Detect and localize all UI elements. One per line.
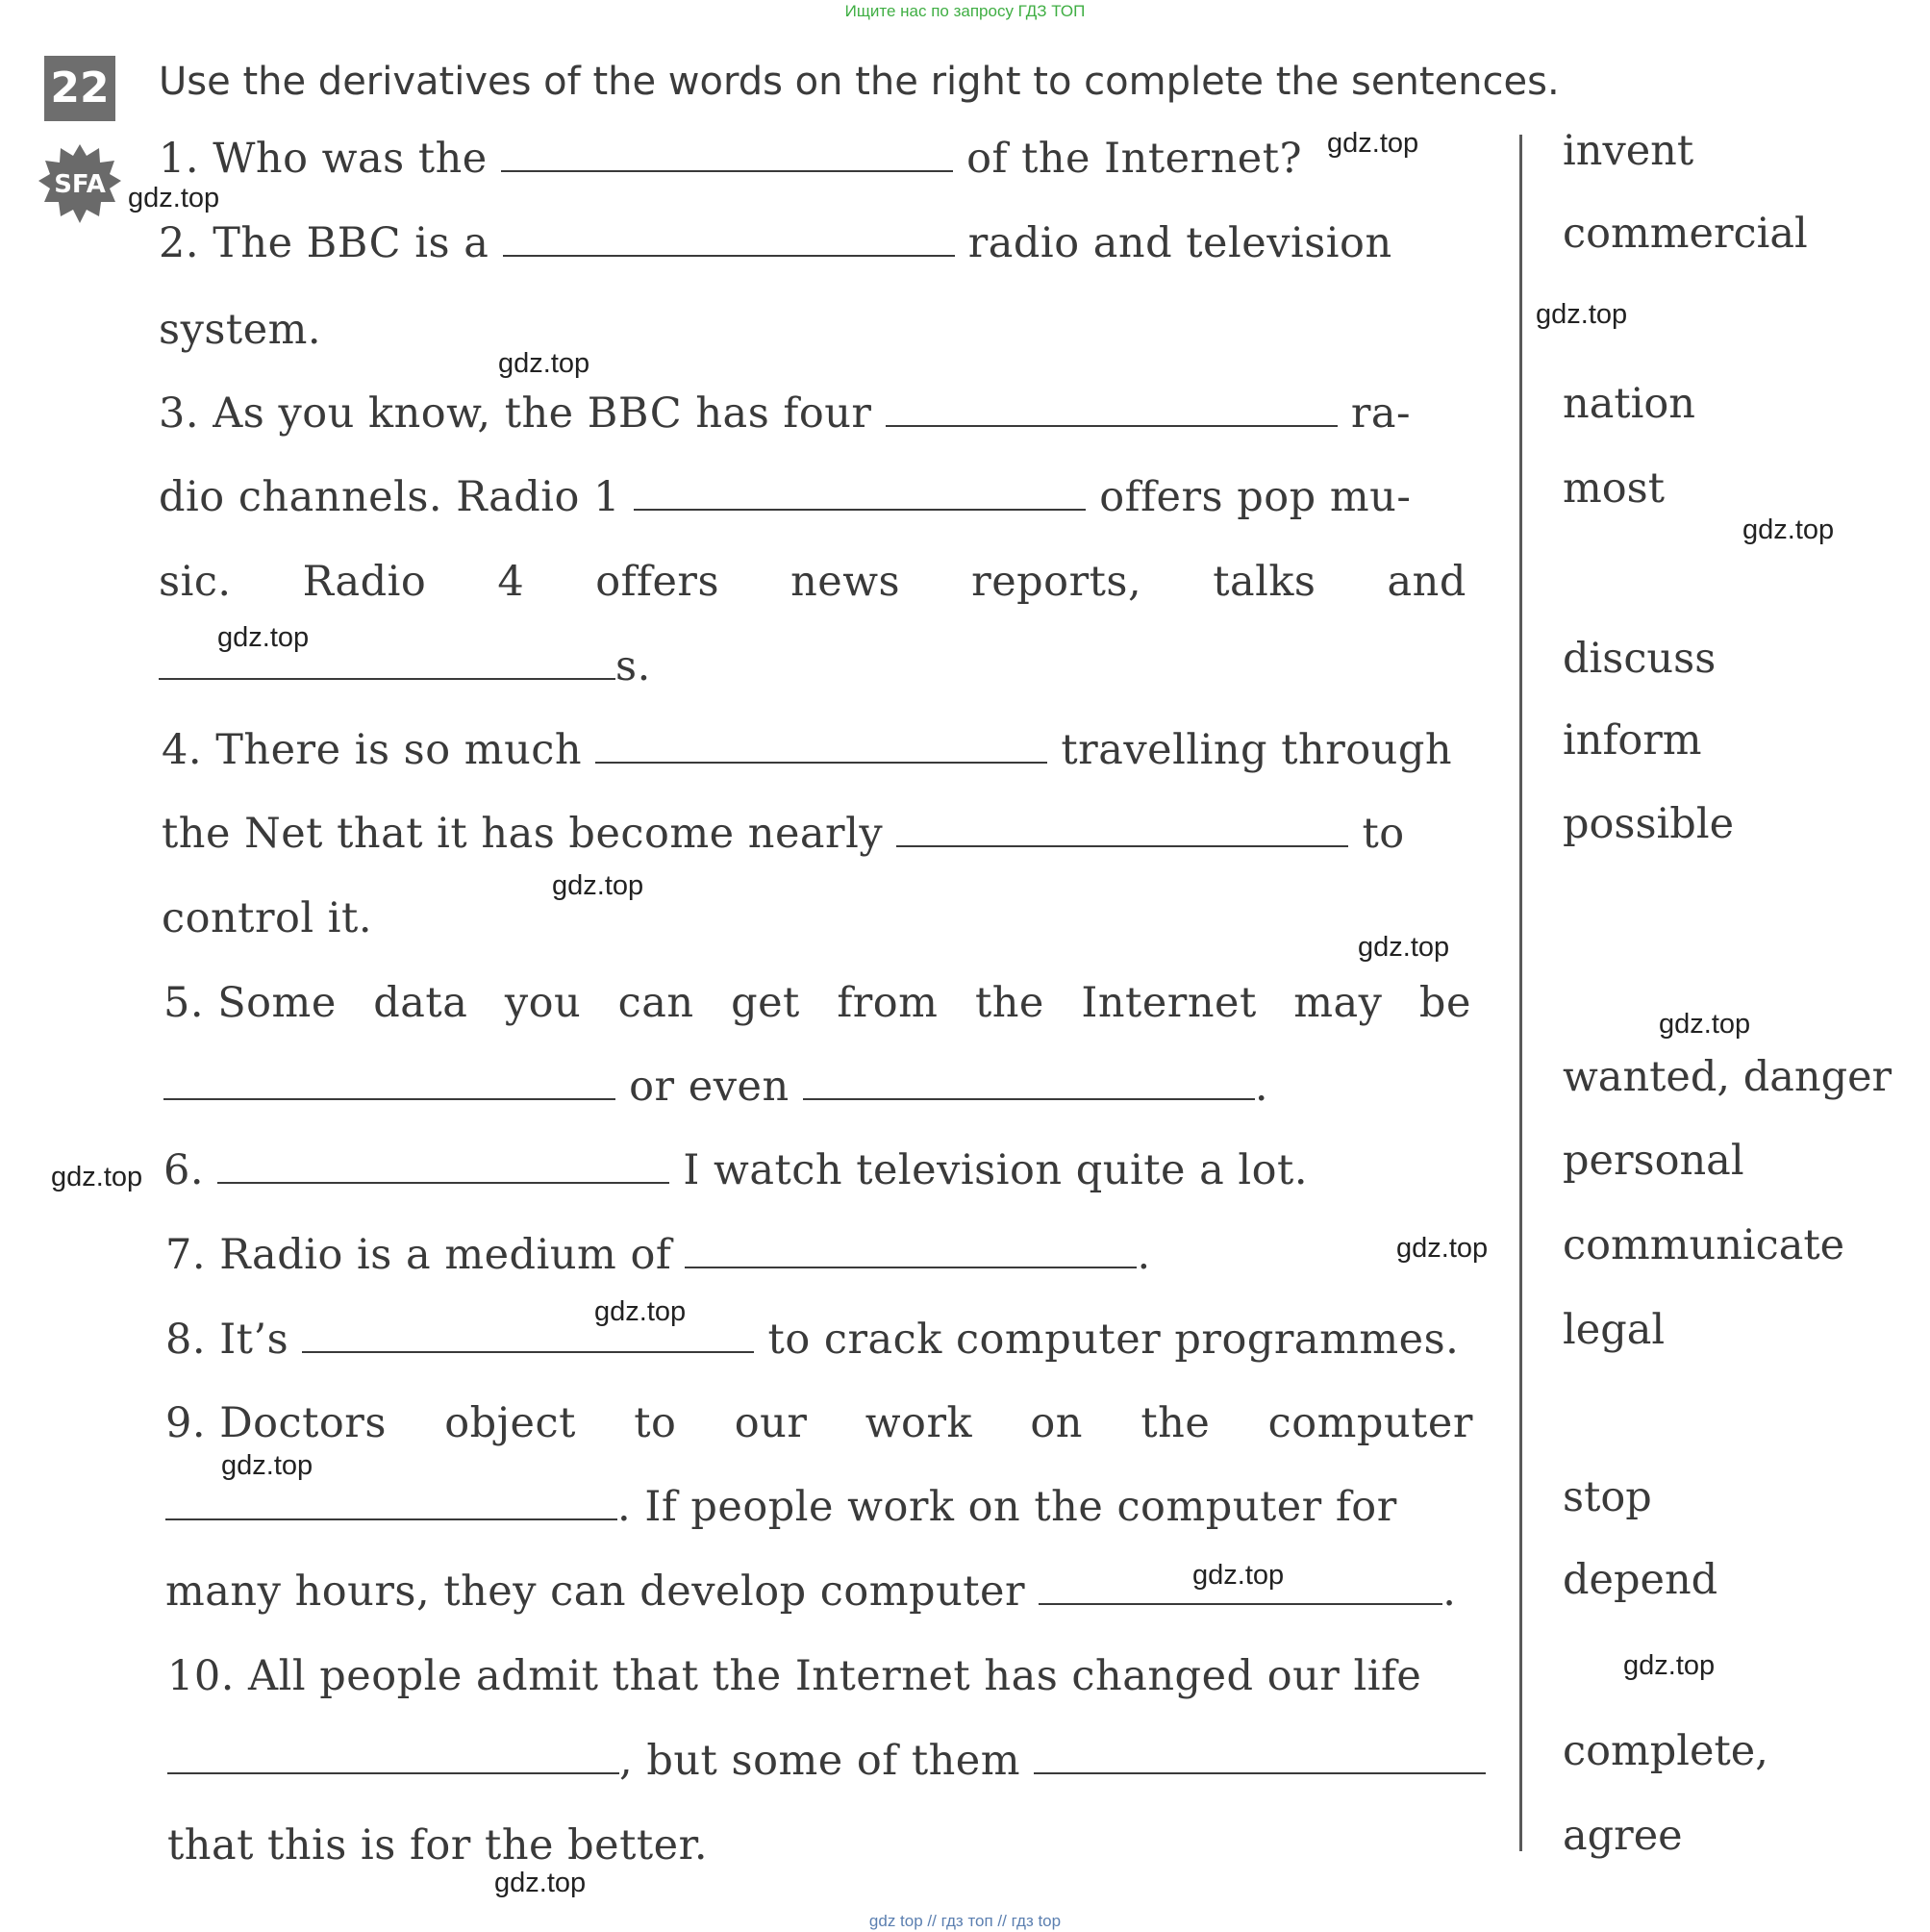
sentence-4: 4. There is so much travelling through (162, 726, 1453, 774)
sentence-4-cont-1: the Net that it has become nearly to (162, 810, 1405, 858)
word-nation: nation (1563, 380, 1695, 428)
blank[interactable] (503, 254, 955, 257)
blank[interactable] (302, 1350, 754, 1353)
blank[interactable] (159, 677, 615, 680)
footer-links[interactable]: gdz top // гдз топ // гдз top (868, 1912, 1062, 1930)
word-depend: depend (1563, 1556, 1718, 1604)
blank[interactable] (501, 169, 953, 172)
word-invent: invent (1563, 127, 1694, 175)
word-discuss: discuss (1563, 635, 1717, 683)
sentence-3-cont-1: dio channels. Radio 1 offers pop mu- (159, 473, 1412, 521)
blank[interactable] (634, 508, 1086, 511)
sentence-4-cont-2: control it. (162, 894, 373, 942)
watermark: gdz.top (51, 1162, 143, 1192)
instruction: Use the derivatives of the words on the right to complete the sentences. (159, 60, 1560, 104)
watermark: gdz.top (1536, 299, 1628, 330)
watermark: gdz.top (1659, 1009, 1751, 1040)
search-hint-link[interactable]: Ищите нас по запросу ГДЗ ТОП (844, 2, 1086, 20)
watermark: gdz.top (1192, 1560, 1285, 1591)
word-possible: possible (1563, 800, 1735, 848)
sfa-badge-label: SFA (54, 170, 106, 199)
word-personal: personal (1563, 1137, 1744, 1185)
exercise-number: 22 (44, 56, 115, 121)
sentence-7: 7. Radio is a medium of . (165, 1231, 1151, 1279)
blank[interactable] (167, 1771, 619, 1774)
blank[interactable] (896, 844, 1348, 847)
blank[interactable] (886, 424, 1338, 427)
blank[interactable] (165, 1518, 617, 1520)
blank[interactable] (163, 1097, 615, 1100)
sentence-5: 5. Some data you can get from the Internet may be (163, 979, 1471, 1027)
sentence-9-cont-1: . If people work on the computer for (165, 1483, 1397, 1531)
blank[interactable] (685, 1266, 1137, 1268)
word-agree: agree (1563, 1812, 1683, 1860)
blank[interactable] (217, 1181, 669, 1184)
word-inform: inform (1563, 716, 1702, 765)
sentence-10: 10. All people admit that the Internet has changed our life (167, 1652, 1422, 1700)
sentence-1: 1. Who was the of the Internet? (159, 135, 1303, 183)
blank[interactable] (1034, 1771, 1486, 1774)
sentence-9: 9. Doctors object to our work on the computer (165, 1399, 1473, 1447)
watermark: gdz.top (1396, 1233, 1489, 1264)
sentence-6: 6. I watch television quite a lot. (163, 1146, 1308, 1194)
column-divider (1519, 135, 1522, 1851)
watermark: gdz.top (1742, 514, 1835, 545)
sentence-3: 3. As you know, the BBC has four ra- (159, 389, 1412, 438)
watermark: gdz.top (1623, 1650, 1716, 1681)
watermark: gdz.top (217, 622, 310, 653)
watermark: gdz.top (494, 1868, 587, 1898)
word-communicate: communicate (1563, 1221, 1845, 1269)
sentence-2-cont: system. (159, 306, 322, 354)
word-stop: stop (1563, 1473, 1652, 1521)
watermark: gdz.top (128, 183, 220, 213)
blank[interactable] (1039, 1602, 1442, 1605)
word-legal: legal (1563, 1306, 1666, 1354)
sentence-8: 8. It’s to crack computer programmes. (165, 1316, 1460, 1364)
watermark: gdz.top (1327, 128, 1419, 159)
watermark: gdz.top (594, 1296, 687, 1327)
watermark: gdz.top (1358, 932, 1450, 963)
sentence-3-cont-3: s. (159, 642, 651, 690)
word-wanted-danger: wanted, danger (1563, 1053, 1892, 1101)
sentence-5-cont: or even . (163, 1063, 1268, 1111)
sentence-3-cont-2: sic. Radio 4 offers news reports, talks and (159, 558, 1466, 606)
sentence-2: 2. The BBC is a radio and television (159, 219, 1392, 267)
sentence-10-cont-2: that this is for the better. (167, 1821, 709, 1869)
word-most: most (1563, 464, 1666, 513)
sentence-10-cont-1: , but some of them (167, 1737, 1486, 1785)
sfa-badge (38, 142, 121, 225)
blank[interactable] (595, 761, 1047, 764)
watermark: gdz.top (552, 870, 644, 901)
blank[interactable] (803, 1097, 1255, 1100)
word-complete: complete, (1563, 1727, 1768, 1775)
watermark: gdz.top (221, 1450, 313, 1481)
word-commercial: commercial (1563, 210, 1808, 258)
sentence-9-cont-2: many hours, they can develop computer . (165, 1568, 1457, 1616)
watermark: gdz.top (498, 348, 590, 379)
